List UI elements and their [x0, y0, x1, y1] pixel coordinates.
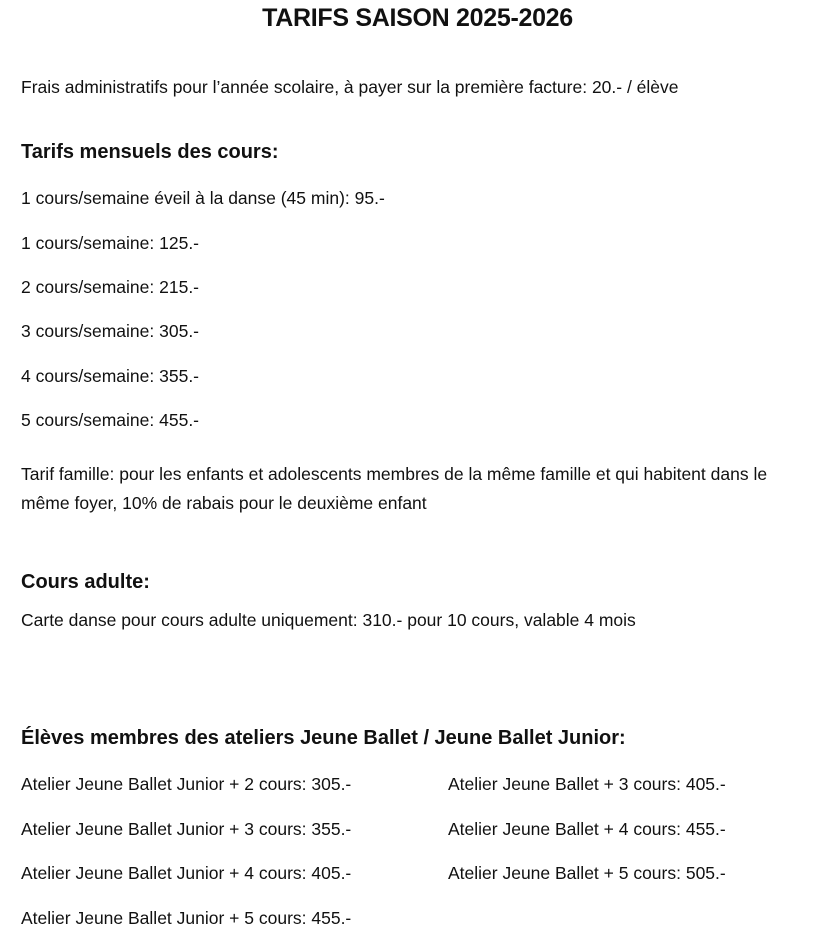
atelier-junior-item: Atelier Jeune Ballet Junior + 2 cours: 305.-: [21, 774, 352, 794]
page-title: TARIFS SAISON 2025-2026: [262, 4, 573, 32]
adult-heading: Cours adulte:: [21, 571, 150, 593]
monthly-item: 5 cours/semaine: 455.-: [21, 410, 200, 430]
monthly-item: 2 cours/semaine: 215.-: [21, 277, 200, 297]
admin-fee-text: Frais administratifs pour l’année scolaire, à payer sur la première facture: 20.- / élève: [21, 77, 679, 97]
monthly-item: 1 cours/semaine éveil à la danse (45 min): 95.-: [21, 188, 385, 208]
monthly-heading: Tarifs mensuels des cours:: [21, 141, 279, 163]
atelier-junior-item: Atelier Jeune Ballet Junior + 5 cours: 455.-: [21, 908, 352, 928]
atelier-ballet-item: Atelier Jeune Ballet + 3 cours: 405.-: [448, 774, 726, 794]
family-note: Tarif famille: pour les enfants et adolescents membres de la même famille et qui habitent dans le même foyer, 10% de rabais pour le deuxième enfant: [21, 464, 768, 513]
atelier-junior-item: Atelier Jeune Ballet Junior + 3 cours: 355.-: [21, 819, 352, 839]
monthly-item: 4 cours/semaine: 355.-: [21, 366, 200, 386]
ateliers-heading: Élèves membres des ateliers Jeune Ballet / Jeune Ballet Junior:: [21, 727, 626, 749]
monthly-item: 1 cours/semaine: 125.-: [21, 233, 200, 253]
monthly-item: 3 cours/semaine: 305.-: [21, 321, 200, 341]
adult-text: Carte danse pour cours adulte uniquement: 310.- pour 10 cours, valable 4 mois: [21, 610, 636, 630]
atelier-junior-item: Atelier Jeune Ballet Junior + 4 cours: 405.-: [21, 863, 352, 883]
atelier-ballet-item: Atelier Jeune Ballet + 4 cours: 455.-: [448, 819, 726, 839]
atelier-ballet-item: Atelier Jeune Ballet + 5 cours: 505.-: [448, 863, 726, 883]
